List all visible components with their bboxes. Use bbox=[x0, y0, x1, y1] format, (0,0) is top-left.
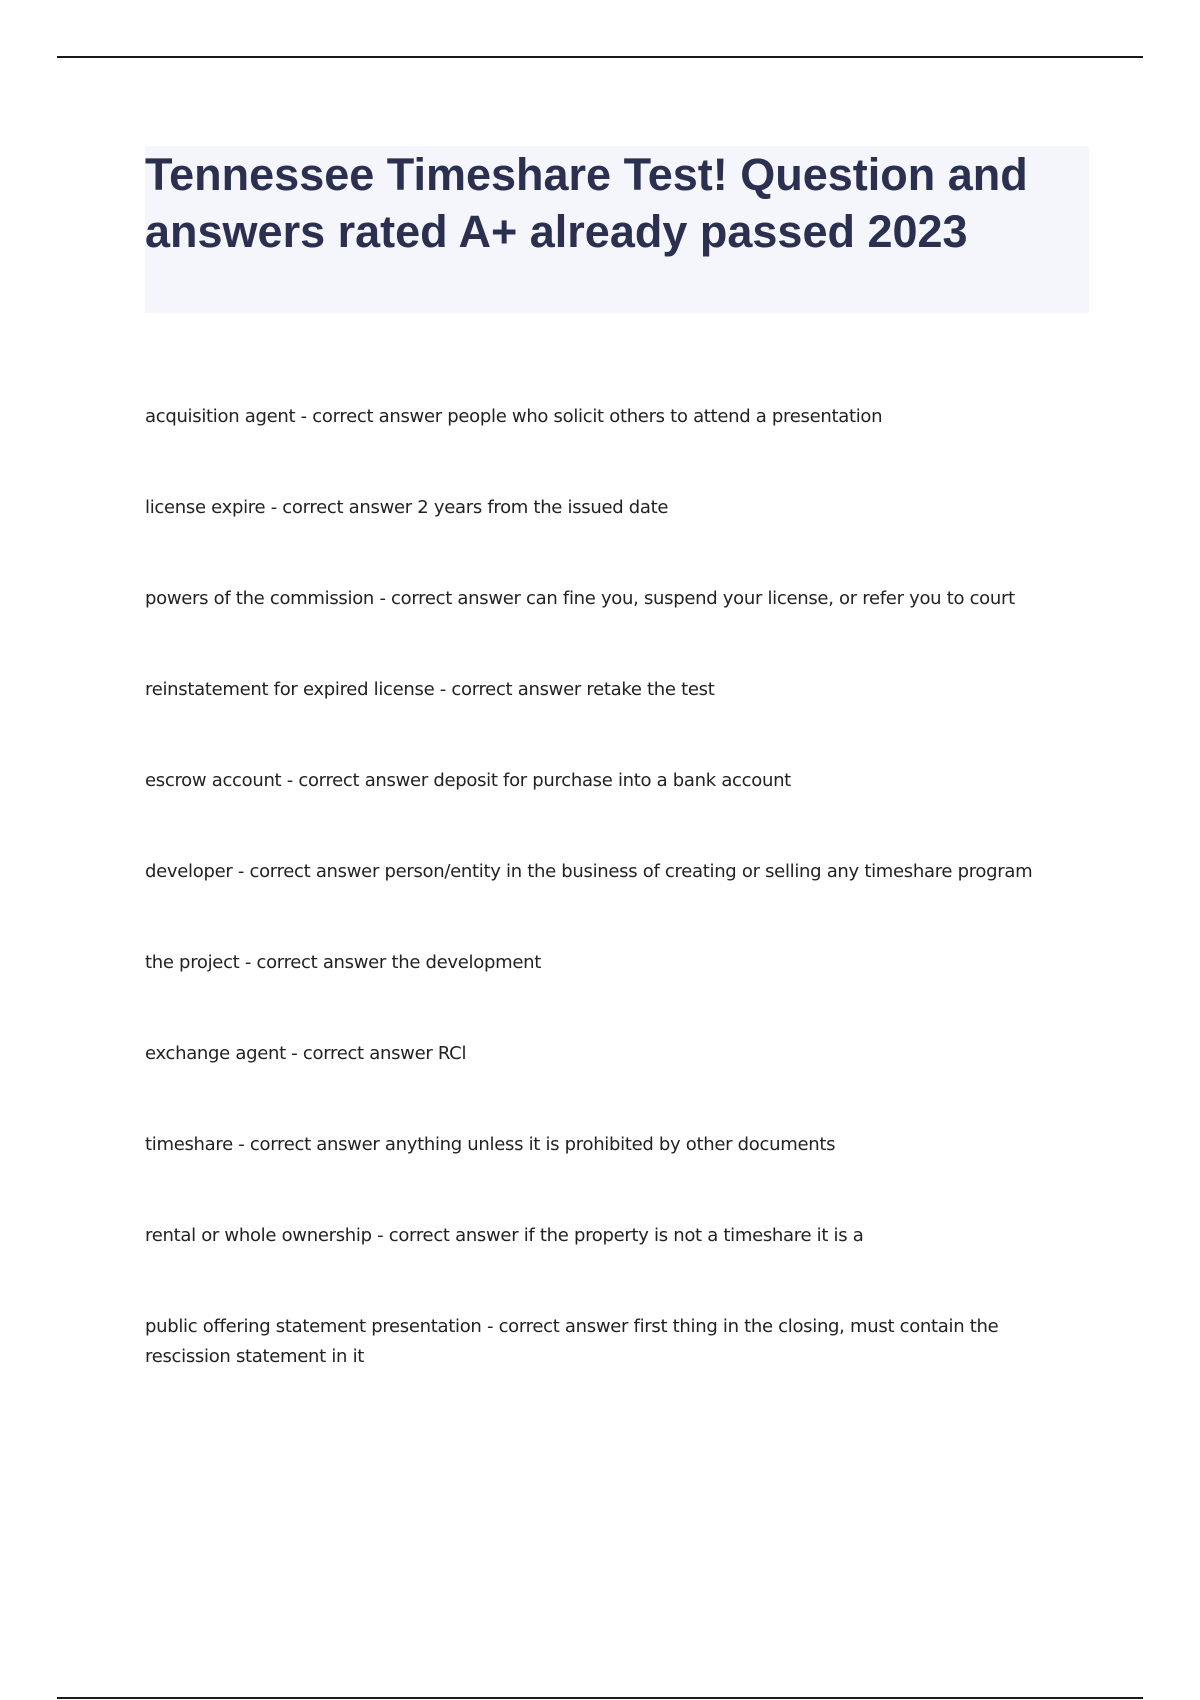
qa-item: the project - correct answer the development bbox=[145, 952, 541, 973]
qa-item: timeshare - correct answer anything unless it is prohibited by other documents bbox=[145, 1134, 836, 1155]
qa-item: license expire - correct answer 2 years from the issued date bbox=[145, 497, 669, 518]
page-title: Tennessee Timeshare Test! Question and answers rated A+ already passed 2023 bbox=[145, 149, 1028, 257]
qa-item: public offering statement presentation - correct answer first thing in the closing, must contain the rescission statement in it bbox=[145, 1316, 999, 1367]
qa-item: rental or whole ownership - correct answer if the property is not a timeshare it is a bbox=[145, 1225, 864, 1246]
qa-item: powers of the commission - correct answer can fine you, suspend your license, or refer you to court bbox=[145, 588, 1015, 609]
qa-item: reinstatement for expired license - correct answer retake the test bbox=[145, 679, 715, 700]
title-box bbox=[145, 146, 1089, 313]
top-rule bbox=[57, 56, 1143, 58]
qa-item: exchange agent - correct answer RCl bbox=[145, 1043, 467, 1064]
bottom-rule bbox=[57, 1697, 1143, 1699]
qa-item: escrow account - correct answer deposit for purchase into a bank account bbox=[145, 770, 791, 791]
qa-item: acquisition agent - correct answer people who solicit others to attend a presentation bbox=[145, 406, 883, 427]
qa-item: developer - correct answer person/entity in the business of creating or selling any timeshare program bbox=[145, 861, 1033, 882]
